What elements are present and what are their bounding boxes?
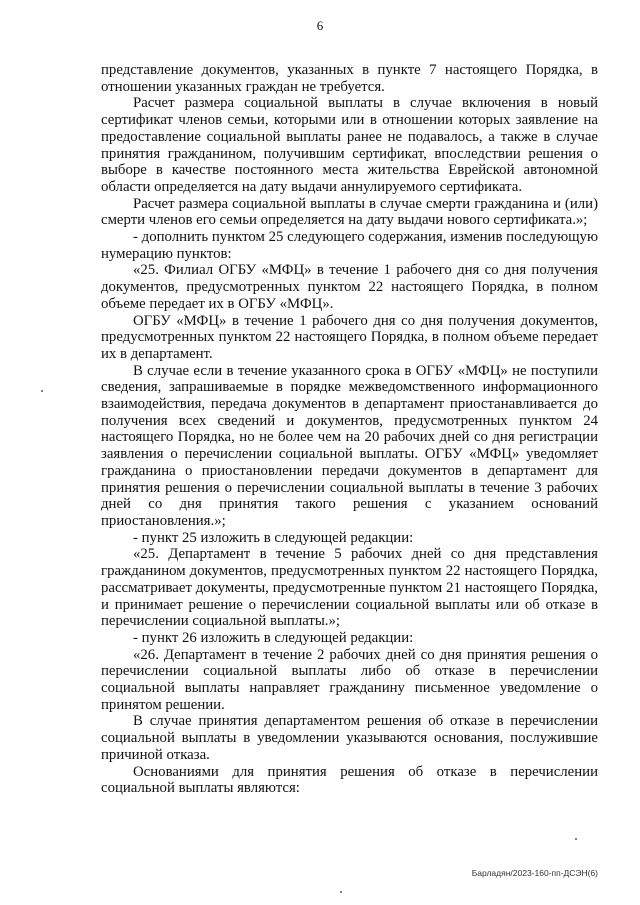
paragraph: Основаниями для принятия решения об отказе в перечислении социальной выплаты являются: (101, 763, 598, 797)
scan-speck (340, 891, 342, 893)
paragraph: ОГБУ «МФЦ» в течение 1 рабочего дня со дня получения документов, предусмотренных пунктом 22 настоящего Порядка, в полном объеме передает их в департамент. (101, 312, 598, 362)
scan-speck (41, 390, 43, 392)
scan-speck (575, 838, 577, 840)
paragraph: В случае если в течение указанного срока в ОГБУ «МФЦ» не поступили сведения, запрашиваемые в порядке межведомственного информационного взаимодействия, передача документов в департамент приостанавливается до получения всех сведений и документов, предусмотренных пунктом 24 настоящего Порядка, но не более чем на 20 рабочих дней со дня регистрации заявления о перечислении социальной выплаты. ОГБУ «МФЦ» уведомляет гражданина о приостановлении передачи документов в департамент для принятия решения о перечислении социальной выплаты в течение 3 рабочих дней со дня принятия такого решения с указанием оснований приостановления.»; (101, 362, 598, 529)
paragraph: «25. Филиал ОГБУ «МФЦ» в течение 1 рабочего дня со дня получения документов, предусмотренных пунктом 22 настоящего Порядка, в полном объеме передает их в ОГБУ «МФЦ». (101, 262, 598, 312)
paragraph: - пункт 26 изложить в следующей редакции: (133, 629, 414, 646)
paragraph: В случае принятия департаментом решения об отказе в перечислении социальной выплаты в уведомлении указываются основания, послужившие причиной отказа. (101, 713, 598, 763)
page-number: 6 (316, 18, 324, 33)
paragraph: Расчет размера социальной выплаты в случае включения в новый сертификат членов семьи, которыми или в отношении которых заявление на предоставление социальной выплаты ранее не подавалось, а также в случае принятия гражданином, получившим сертификат, впоследствии решения о выборе в качестве постоянного места жительства Еврейской автономной области определяется на дату выдачи аннулируемого сертификата. (101, 95, 598, 195)
document-body (101, 62, 598, 797)
document-footer-code: Барладян/2023-160-пп-ДСЭН(6) (471, 868, 598, 878)
paragraph: «26. Департамент в течение 2 рабочих дней со дня принятия решения о перечислении социальной выплаты либо об отказе в перечислении социальной выплаты направляет гражданину письменное уведомление о принятом решении. (101, 646, 598, 713)
paragraph: представление документов, указанных в пункте 7 настоящего Порядка, в отношении указанных граждан не требуется. (101, 62, 598, 95)
paragraph: «25. Департамент в течение 5 рабочих дней со дня представления гражданином документов, предусмотренных пунктом 22 настоящего Порядка, рассматривает документы, предусмотренные пунктом 21 настоящего Порядка, и принимает решение о перечислении социальной выплаты или об отказе в перечислении социальной выплаты.»; (101, 546, 598, 630)
paragraph: - пункт 25 изложить в следующей редакции: (133, 529, 414, 546)
paragraph: - дополнить пунктом 25 следующего содержания, изменив последующую нумерацию пунктов: (101, 229, 598, 262)
paragraph: Расчет размера социальной выплаты в случае смерти гражданина и (или) смерти членов его семьи определяется на дату выдачи нового сертификата.»; (101, 195, 598, 229)
